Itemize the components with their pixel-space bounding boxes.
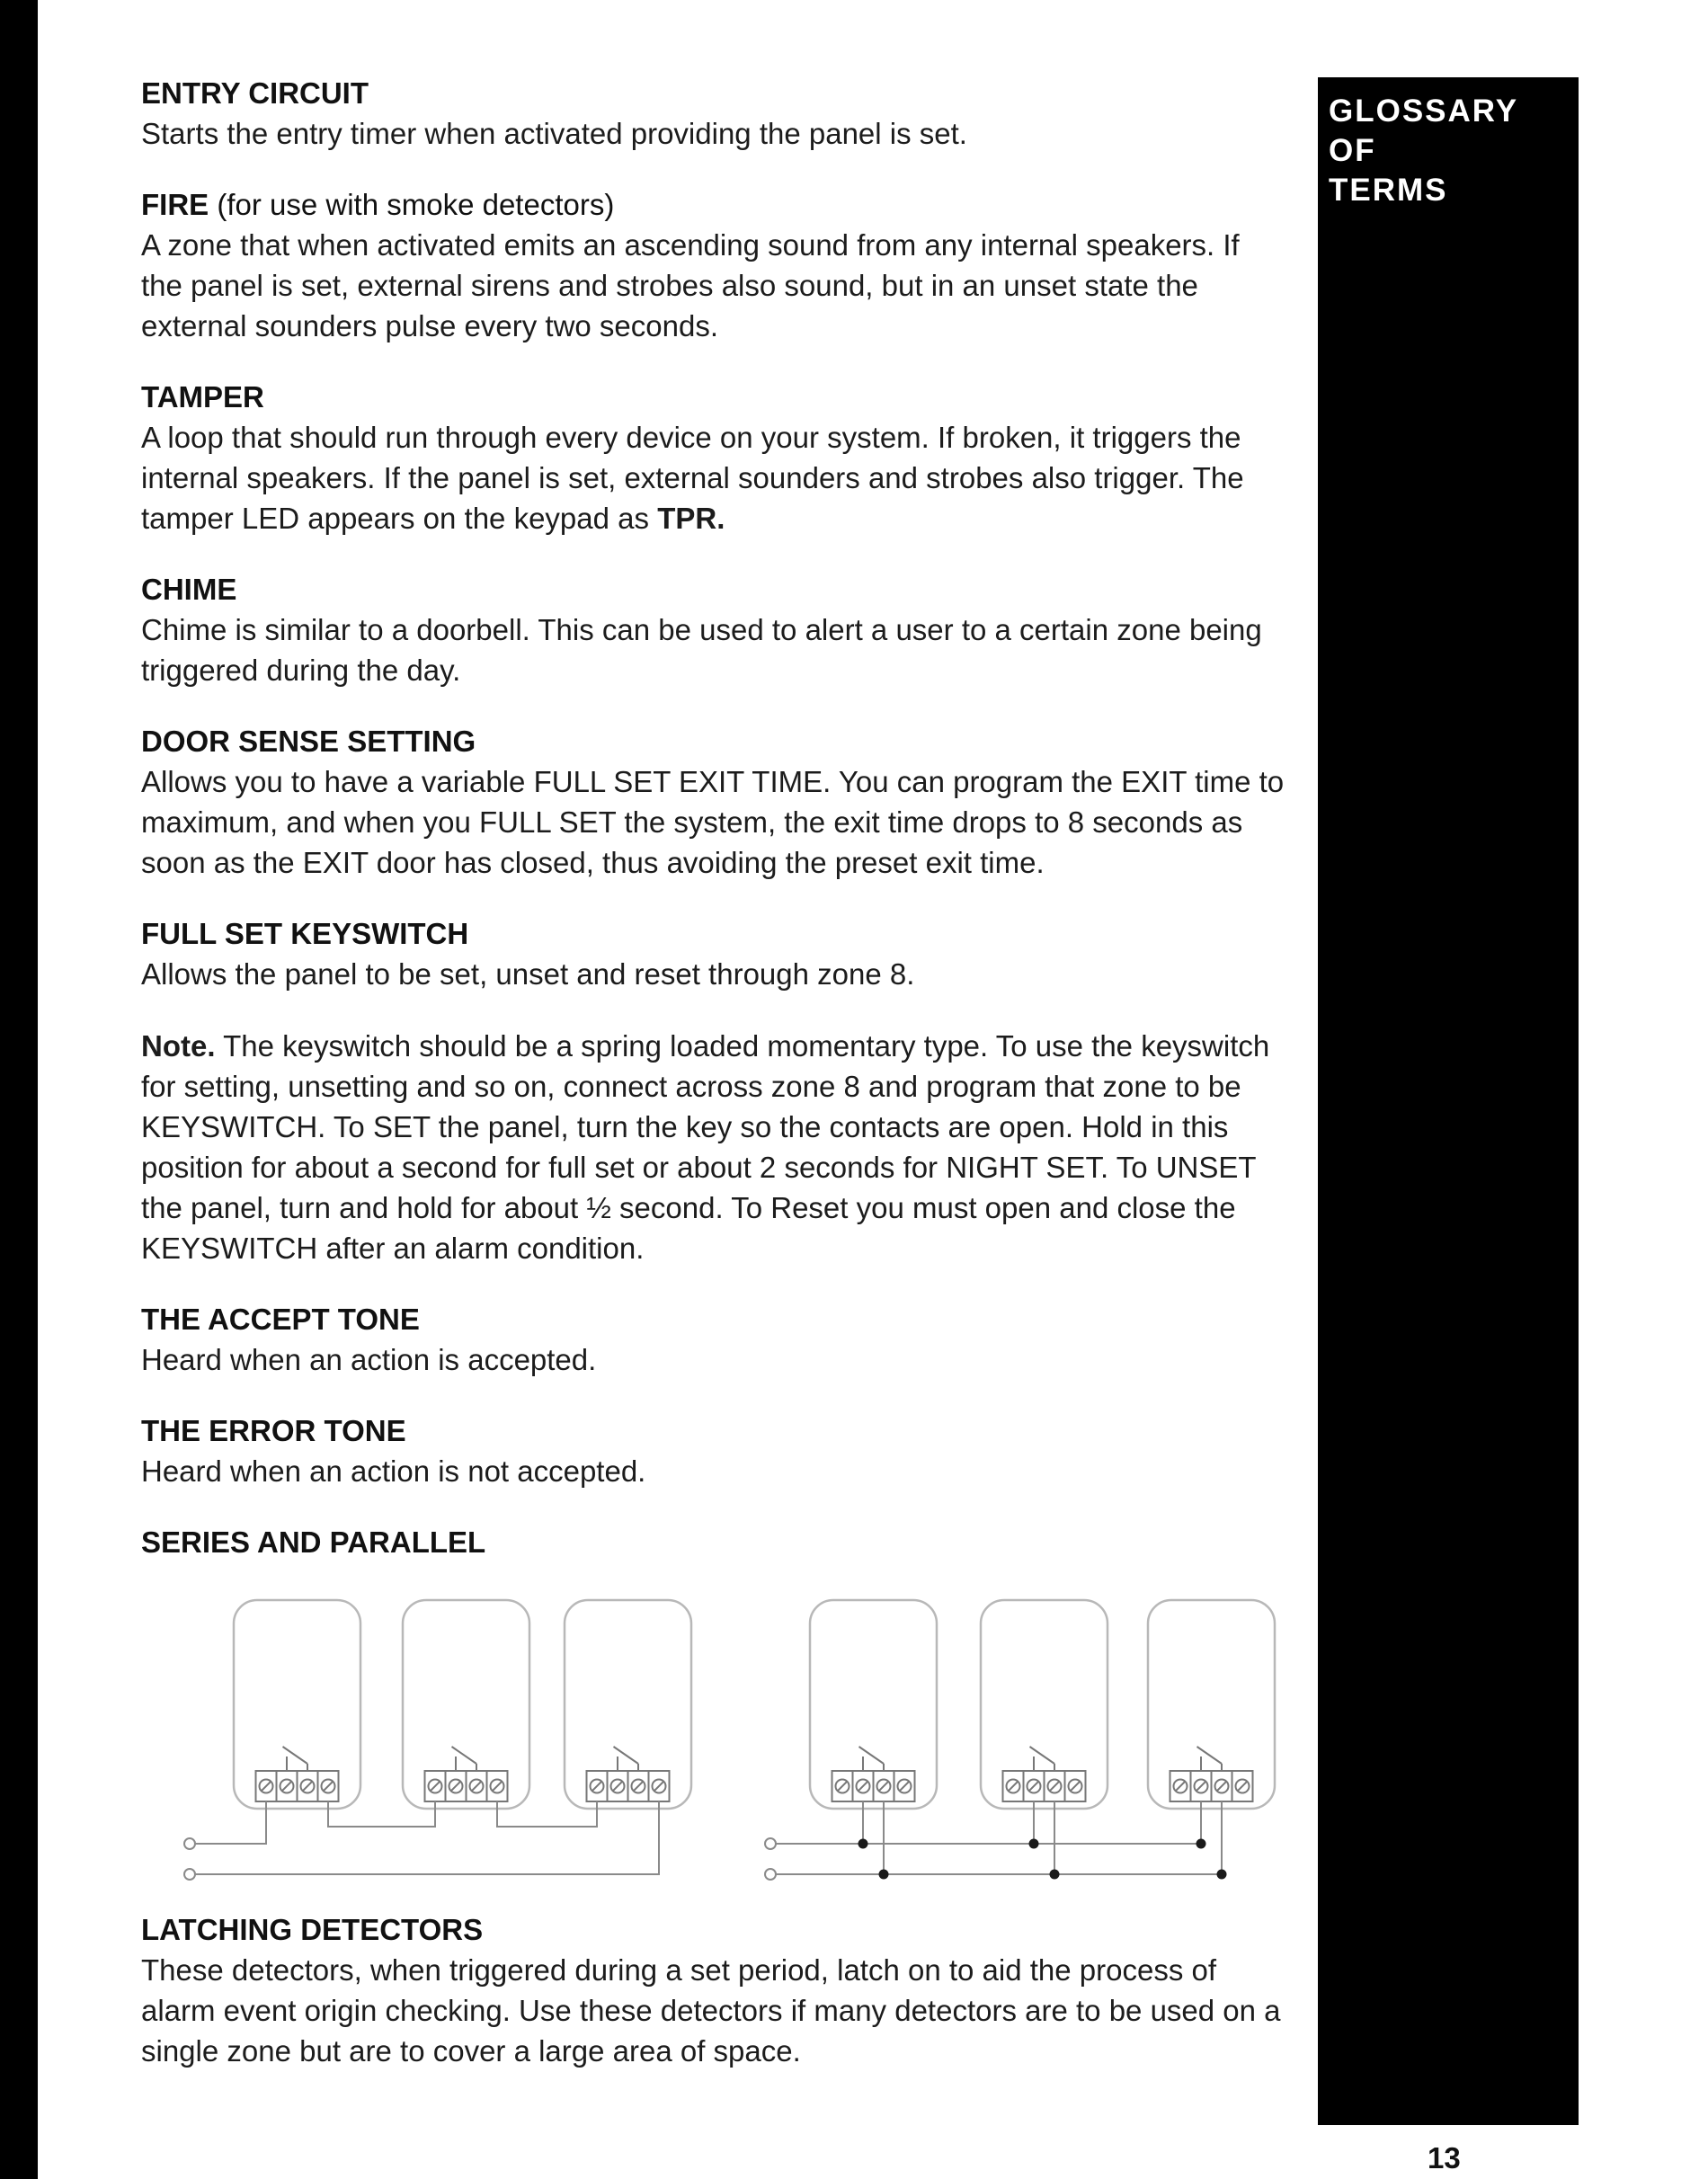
sidebar-title [1329,92,1568,210]
section-chime [141,570,1287,690]
section-body: Heard when an action is not accepted. [141,1454,646,1488]
wire-terminal [765,1838,776,1849]
terminal-block [832,1747,915,1801]
section-heading: FIRE (for use with smoke detectors) [141,188,615,221]
wire-terminal [184,1869,195,1880]
left-edge-bar [0,0,38,2179]
section-heading: THE ERROR TONE [141,1414,406,1447]
terminal-block [587,1747,670,1801]
terminal-block [1003,1747,1086,1801]
section-body: Chime is similar to a doorbell. This can be used to alert a user to a certain zone being triggered during the day. [141,613,1262,687]
series-wiring-diagram [177,1595,713,1898]
section-heading: LATCHING DETECTORS [141,1913,484,1946]
note-label: Note. [141,1029,216,1063]
section-error-tone [141,1411,1287,1491]
glossary-content [141,74,1287,2103]
parallel-wiring-diagram [758,1595,1279,1898]
section-fire [141,185,1287,346]
sidebar-title-line1: GLOSSARY OF [1329,93,1518,168]
section-heading: SERIES AND PARALLEL [141,1525,486,1559]
section-tamper [141,378,1287,538]
section-body: Heard when an action is accepted. [141,1343,597,1376]
glossary-sidebar [1318,77,1579,2125]
section-heading: THE ACCEPT TONE [141,1303,420,1336]
wire-terminal [184,1838,195,1849]
section-heading: ENTRY CIRCUIT [141,76,369,110]
section-entry-circuit [141,74,1287,154]
junction-dot [858,1839,1227,1880]
section-body: Allows the panel to be set, unset and reset through zone 8. [141,957,915,991]
section-body: Allows you to have a variable FULL SET EXIT TIME. You can program the EXIT time to maximum, and when you FULL SET the system, the exit time drops to 8 seconds as soon as the EXIT door has closed, thus avoiding the preset exit time. [141,765,1285,879]
note-paragraph: Note. The keyswitch should be a spring loaded momentary type. To use the keyswitch for setting, unsetting and so on, connect across zone 8 and program that zone to be KEYSWITCH. To SET the panel, turn the key so the contacts are open. Hold in this position for about a second for full set or about 2 seconds for NIGHT SET. To UNSET the panel, turn and hold for about ½ second. To Reset you must open and close the KEYSWITCH after an alarm condition. [141,1029,1270,1265]
section-latching-detectors [141,1910,1287,2071]
section-accept-tone [141,1300,1287,1380]
terminal-block [256,1747,339,1801]
terminal-block [425,1747,508,1801]
section-body: A loop that should run through every device on your system. If broken, it triggers the internal speakers. If the panel is set, external sounders and strobes also trigger. The tamper LED appears on the keypad as TPR. [141,421,1244,535]
wire-terminal [765,1869,776,1880]
section-body: Starts the entry timer when activated providing the panel is set. [141,117,967,150]
section-series-and-parallel [141,1523,1287,1898]
section-full-set-keyswitch [141,914,1287,994]
wire [195,1801,659,1874]
section-heading: FULL SET KEYSWITCH [141,917,469,950]
section-heading: TAMPER [141,380,264,414]
sidebar-title-line2: TERMS [1329,173,1448,208]
section-heading: DOOR SENSE SETTING [141,725,476,758]
terminal-block [1170,1747,1253,1801]
section-body: These detectors, when triggered during a set period, latch on to aid the process of alarm event origin checking. Use these detectors if many detectors are to be used on a single zone but are to cover a large area of space. [141,1953,1281,2068]
section-heading: CHIME [141,573,237,606]
section-body: A zone that when activated emits an ascending sound from any internal speakers. If the panel is set, external sirens and strobes also sound, but in an unset state the external sounders pulse every two seconds. [141,228,1240,342]
section-door-sense-setting [141,722,1287,883]
page-number: 13 [1428,2141,1461,2175]
wire [776,1801,1222,1874]
wiring-diagrams [141,1595,1287,1898]
section-note [141,1026,1287,1268]
